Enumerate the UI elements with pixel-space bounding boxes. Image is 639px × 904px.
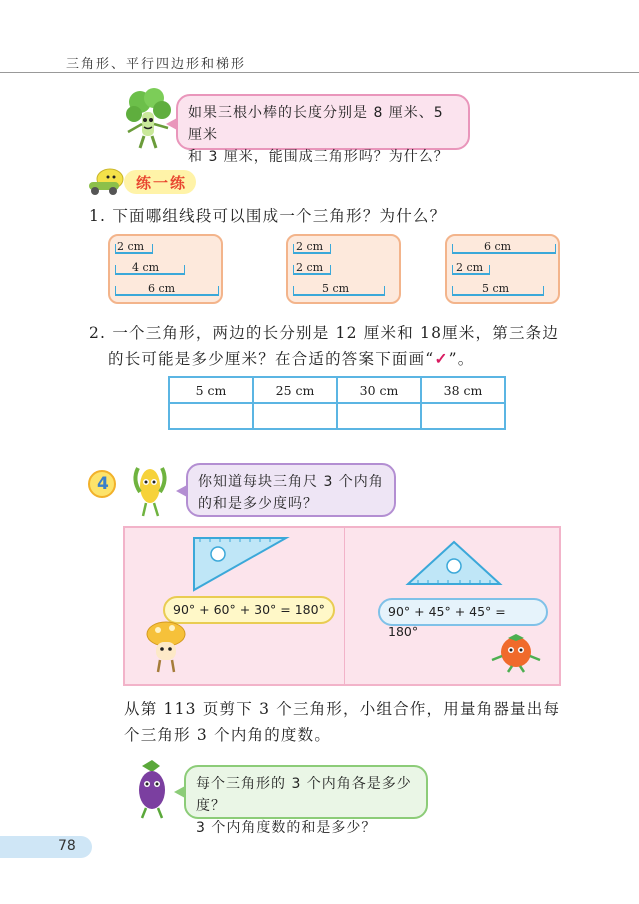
section4-bubble-line-1: 你知道每块三角尺 3 个内角 [198, 474, 384, 490]
set-square-30-60-icon [190, 536, 290, 592]
tomato-character-icon [488, 630, 544, 674]
practice-label-bg [124, 170, 196, 194]
instruction-line-2: 个三角形 3 个内角的度数。 [124, 726, 332, 744]
segment-line [452, 286, 544, 296]
answer-cell[interactable] [337, 403, 421, 429]
segment-label: 2 cm [296, 261, 324, 274]
segment-line [293, 286, 385, 296]
question-2-line-2 [108, 346, 474, 372]
lemon-car-icon [86, 166, 126, 196]
final-question-line-2: 3 个内角度数的和是多少？ [196, 820, 377, 836]
answer-cell[interactable] [421, 403, 505, 429]
instruction-line-1: 从第 113 页剪下 3 个三角形，小组合作，用量角器量出每 [124, 700, 561, 718]
table-header-cell: 38 cm [421, 377, 505, 403]
question-1: 1. 下面哪组线段可以围成一个三角形？为什么？ [89, 207, 447, 225]
final-question-bubble [184, 765, 428, 836]
section4-bubble-line-2: 的和是多少度吗？ [198, 496, 318, 512]
segment-label: 2 cm [117, 240, 145, 253]
segment-label: 4 cm [132, 261, 160, 274]
segment-label: 6 cm [148, 282, 176, 295]
segment-label: 5 cm [482, 282, 510, 295]
intro-line-2: 和 3 厘米，能围成三角形吗？为什么？ [188, 149, 449, 165]
section-number: 4 [97, 474, 109, 494]
page-header [0, 50, 639, 76]
practice-label: 练一练 [136, 174, 188, 192]
eggplant-character-icon [126, 758, 176, 820]
table-header-cell: 25 cm [253, 377, 337, 403]
segment-line [293, 265, 331, 275]
answer-cell[interactable] [169, 403, 253, 429]
segment-line [452, 265, 490, 275]
segment-label: 5 cm [322, 282, 350, 295]
answer-cell[interactable] [253, 403, 337, 429]
page-number-tab [0, 836, 92, 858]
bubble-tail [166, 118, 177, 130]
intro-line-1: 如果三根小棒的长度分别是 8 厘米、5 厘米 [188, 105, 444, 143]
chapter-title: 三角形、平行四边形和梯形 [66, 57, 247, 72]
intro-question-bubble [176, 94, 470, 165]
mushroom-character-icon [144, 620, 190, 676]
segment-line [115, 265, 185, 275]
panel-divider [344, 528, 345, 684]
set-square-45-45-icon [404, 538, 504, 588]
question-2-text-a: 的长可能是多少厘米？在合适的答案下面画“ [108, 350, 435, 368]
equation-left: 90° + 60° + 30° = 180° [163, 596, 335, 624]
segment-line [115, 244, 153, 254]
segment-label: 6 cm [484, 240, 512, 253]
question-2-text-b: ”。 [448, 350, 475, 368]
segment-line [452, 244, 556, 254]
page-number: 78 [58, 838, 76, 854]
corn-character-icon [128, 462, 176, 518]
segment-label: 2 cm [296, 240, 324, 253]
table-header-cell: 5 cm [169, 377, 253, 403]
table-header-cell: 30 cm [337, 377, 421, 403]
answer-table [168, 376, 506, 430]
segment-label: 2 cm [456, 261, 484, 274]
section4-question-bubble [186, 463, 396, 517]
question-2-line-1: 2. 一个三角形，两边的长分别是 12 厘米和 18厘米，第三条边 [89, 324, 560, 342]
table-row [169, 377, 505, 403]
bubble-tail [176, 485, 187, 497]
bubble-tail [174, 786, 185, 798]
segment-line [293, 244, 331, 254]
final-question-line-1: 每个三角形的 3 个内角各是多少度？ [196, 776, 412, 814]
header-rule [0, 72, 639, 73]
section-number-badge [88, 470, 116, 498]
check-mark-icon: ✓ [434, 349, 449, 368]
table-row [169, 403, 505, 429]
segment-line [115, 286, 219, 296]
equation-right: 90° + 45° + 45° = 180° [378, 598, 548, 626]
